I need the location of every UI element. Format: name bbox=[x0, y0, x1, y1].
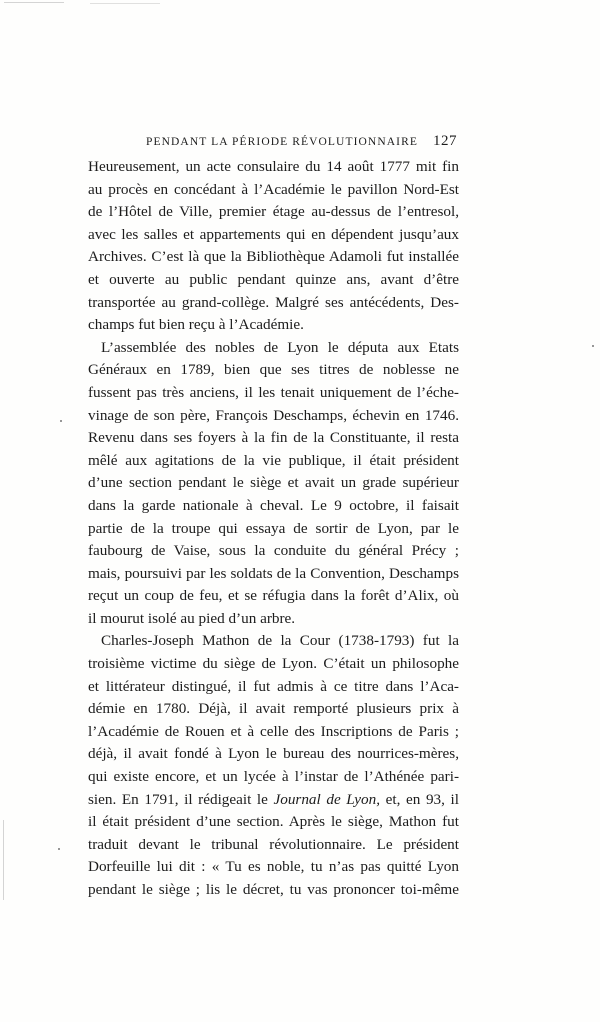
running-header bbox=[146, 133, 457, 154]
text-line: traduit devant le tribunal révolutionnaire. Le président bbox=[88, 835, 459, 853]
text-line: Charles-Joseph Mathon de la Cour (1738-1793) fut la bbox=[101, 632, 459, 650]
text-line: l’Académie de Rouen et à celle des Inscriptions de Paris ; bbox=[88, 722, 459, 740]
text-line: Heureusement, un acte consulaire du 14 août 1777 mit fin bbox=[88, 158, 459, 175]
text-line: Dorfeuille lui dit : « Tu es noble, tu n’as pas quitté Lyon bbox=[88, 858, 459, 876]
text-line: il était président d’une section. Après le siège, Mathon fut bbox=[88, 813, 459, 831]
running-title: PENDANT LA PÉRIODE RÉVOLUTIONNAIRE bbox=[146, 136, 418, 148]
scan-artifact bbox=[3, 820, 4, 900]
text-line: L’assemblée des nobles de Lyon le députa aux Etats bbox=[101, 338, 459, 356]
text-line: Généraux en 1789, bien que ses titres de noblesse ne bbox=[88, 361, 459, 379]
scan-speck bbox=[58, 848, 60, 850]
text-line: Revenu dans ses foyers à la fin de la Constituante, il resta bbox=[88, 429, 459, 447]
text-line: et ouverte au public pendant quinze ans, avant d’être bbox=[88, 270, 459, 288]
text-line: au procès en concédant à l’Académie le pavillon Nord-Est bbox=[88, 180, 459, 198]
journal-title: Journal de Lyon, bbox=[273, 790, 381, 808]
text-line: reçut un coup de feu, et se réfugia dans la forêt d’Alix, où bbox=[88, 587, 459, 605]
text-line: champs fut bien reçu à l’Académie. bbox=[88, 316, 304, 334]
text-line: Archives. C’est là que la Bibliothèque Adamoli fut installée bbox=[88, 248, 459, 266]
text-segment: sien. En 1791, il rédigeait le bbox=[88, 790, 274, 808]
text-line: mêlé aux agitations de la vie publique, il était président bbox=[88, 451, 459, 469]
text-line: avec les salles et appartements qui en dépendent jusqu’aux bbox=[88, 225, 459, 243]
scan-artifact bbox=[90, 3, 160, 4]
text-line: il mourut isolé au pied d’un arbre. bbox=[88, 609, 296, 627]
text-line: qui existe encore, et un lycée à l’instar de l’Athénée pari- bbox=[88, 768, 459, 786]
text-line: d’une section pendant le siège et avait un grade supérieur bbox=[88, 474, 459, 492]
text-line: dans la garde nationale à cheval. Le 9 octobre, il faisait bbox=[88, 496, 459, 514]
scan-speck bbox=[592, 345, 594, 347]
page-number: 127 bbox=[433, 133, 457, 149]
text-segment: et, en 93, il bbox=[380, 790, 459, 808]
text-line: transportée au grand-collège. Malgré ses antécédents, Des- bbox=[88, 293, 459, 311]
text-line: et littérateur distingué, il fut admis à ce titre dans l’Aca- bbox=[88, 677, 459, 695]
text-line: mais, poursuivi par les soldats de la Convention, Deschamps bbox=[88, 564, 459, 582]
scan-artifact bbox=[4, 2, 64, 3]
text-line: déjà, il avait fondé à Lyon le bureau des nourrices-mères, bbox=[88, 745, 459, 763]
body-text bbox=[88, 156, 459, 902]
text-line: pendant le siège ; lis le décret, tu vas prononcer toi-même bbox=[88, 881, 459, 898]
text-line: partie de la troupe qui essaya de sortir de Lyon, par le bbox=[88, 519, 459, 537]
text-line: fussent pas très anciens, il les tenait uniquement de l’éche- bbox=[88, 383, 459, 401]
text-line: démie en 1780. Déjà, il avait remporté plusieurs prix à bbox=[88, 700, 459, 718]
text-line: de l’Hôtel de Ville, premier étage au-dessus de l’entresol, bbox=[88, 203, 459, 221]
text-line: vinage de son père, François Deschamps, échevin en 1746. bbox=[88, 406, 459, 424]
text-line: faubourg de Vaise, sous la conduite du général Précy ; bbox=[88, 542, 459, 560]
scan-speck bbox=[60, 420, 62, 422]
text-line: troisième victime du siège de Lyon. C’était un philosophe bbox=[88, 655, 459, 673]
text-line-with-italic bbox=[88, 789, 459, 812]
